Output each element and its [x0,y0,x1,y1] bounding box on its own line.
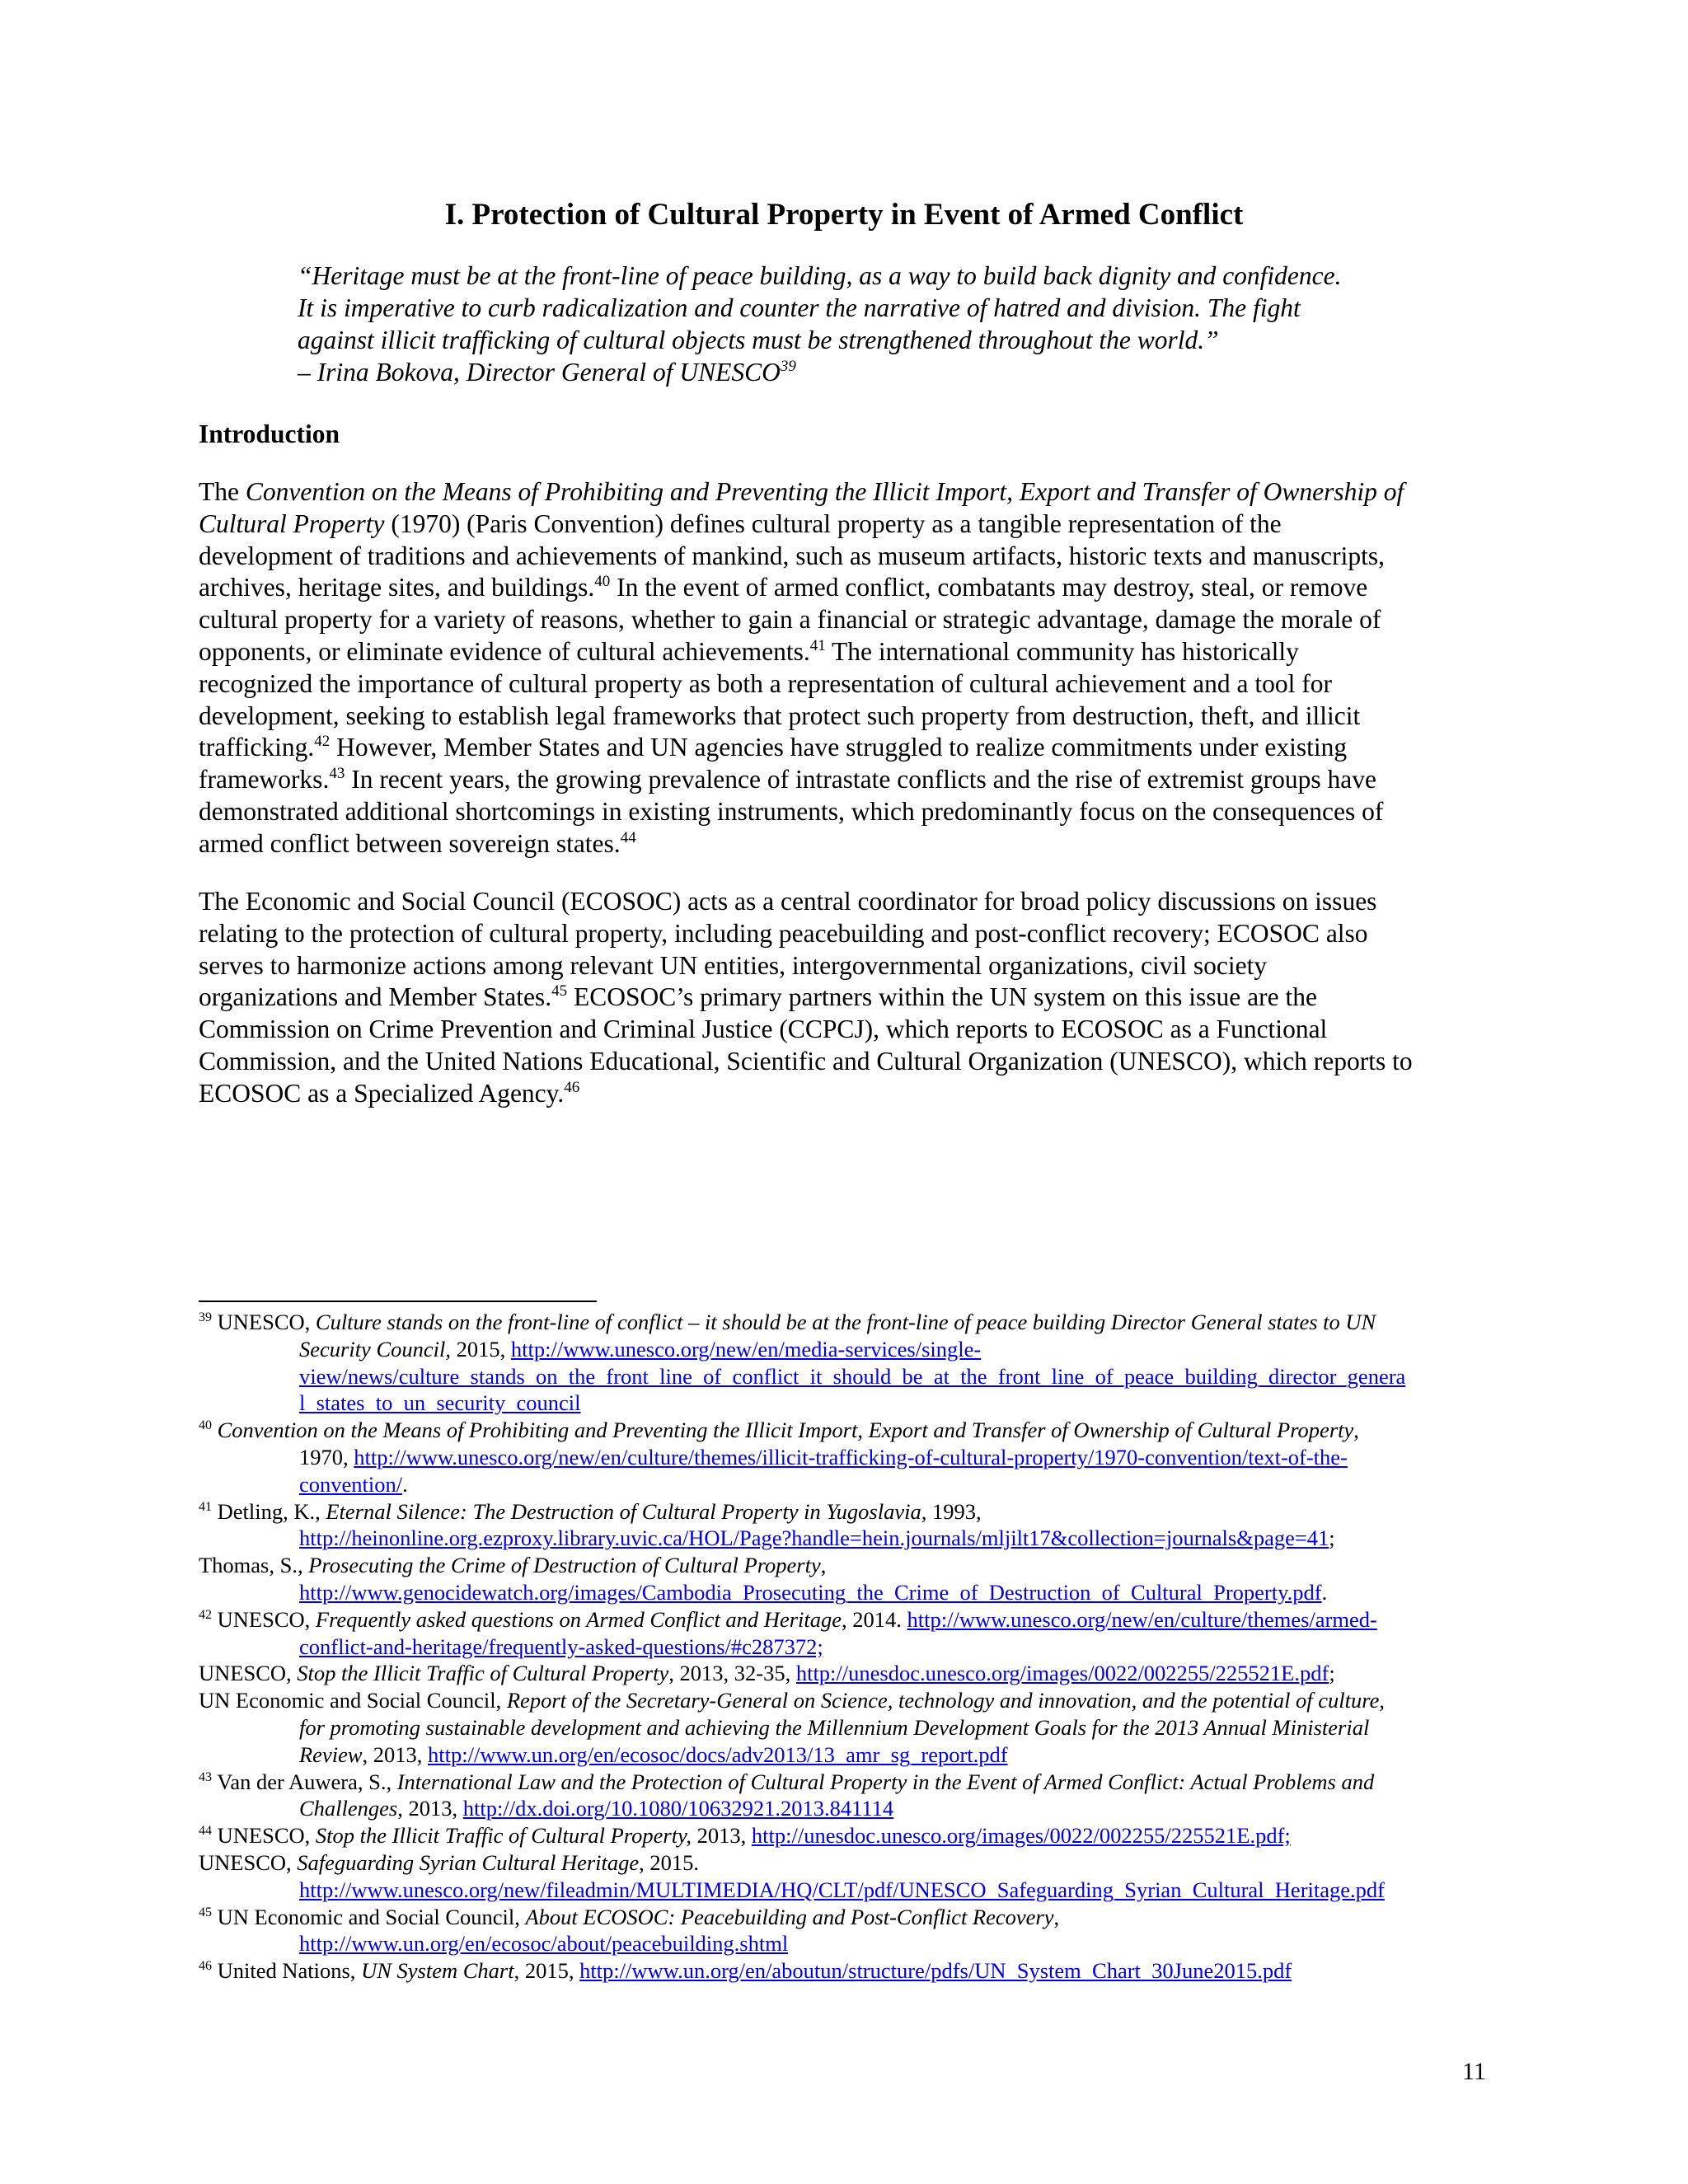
footnote-42: $^{42}$ UNESCO, Frequently asked questions on Armed Conflict and Heritage, 2014. http://www.unesco.org/new/en/culture/themes/armed- [199,1606,1377,1632]
footnote-link[interactable]: http://www.genocidewatch.org/images/Cambodia_Prosecuting_the_Crime_of_Destruction_of_Cultural_Property.pdf [299,1579,1322,1605]
epigraph [298,260,1451,388]
footnote-link[interactable]: http://unesdoc.unesco.org/images/0022/002255/225521E.pdf; [751,1823,1291,1849]
footnote-ref[interactable]: 41 [809,636,826,654]
footnote-ref[interactable]: 45 [551,982,568,1001]
page-number: 11 [1462,2058,1486,2085]
footnote-ref[interactable]: 40 [594,573,611,591]
footnote-link[interactable]: http://heinonline.org.ezproxy.library.uvic.ca/HOL/Page?handle=hein.journals/mljilt17&collection=journals&page=41 [299,1526,1329,1551]
footnote-ref[interactable]: 44 [620,828,636,846]
paragraph-1: The Convention on the Means of Prohibiting and Preventing the Illicit Import, Export and Transfer of Ownership of Cultural Property (1970) (Paris Convention) defines cultural property as a tangible representation of the development of traditions and achievements of mankind, such as museum artifacts, historic texts and manuscripts, archives, heritage sites, and buildings.$^{40}$ In the event of armed conflict, combatants may destroy, steal, or remove cultural property for a variety of reasons, whether to gain a financial or strategic advantage, damage the morale of opponents, or eliminate evidence of cultural achievements.$^{41}$ The international community has historically recognized the importance of cultural property as both a representation of cultural achievement and a tool for development, seeking to establish legal frameworks that protect such property from destruction, theft, and illicit trafficking.$^{42}$ However, Member States and UN agencies have struggled to realize commitments under existing frameworks.$^{43}$ In recent years, the growing prevalence of intrastate conflicts and the rise of extremist groups have demonstrated additional shortcomings in existing instruments, which predominantly focus on the consequences of armed conflict between sovereign states.$^{44}$ [199,477,1404,858]
footnote-ref[interactable]: 46 [564,1078,580,1096]
footnote-link[interactable]: conflict-and-heritage/frequently-asked-questions/#c287372; [299,1633,823,1659]
footnote-link[interactable]: http://unesdoc.unesco.org/images/0022/002255/225521E.pdf [795,1661,1329,1686]
footnote-link[interactable]: l_states_to_un_security_council [299,1390,581,1416]
footnote-link[interactable]: http://www.un.org/en/ecosoc/about/peacebuilding.shtml [299,1931,789,1957]
footnote-link[interactable]: http://www.unesco.org/new/en/media-services/single- [510,1336,982,1361]
footnote-44: $^{44}$ UNESCO, Stop the Illicit Traffic of Cultural Property, 2013, http://unesdoc.unesco.org/images/0022/002255/225521E.pdf; [199,1823,1291,1849]
footnote-ref[interactable]: 39 [780,358,796,375]
epigraph-line: against illicit trafficking of cultural objects must be strengthened throughout the world.” [298,326,1219,354]
footnote-41: $^{41}$ Detling, K., Eternal Silence: The Destruction of Cultural Property in Yugoslavia, 1993, [199,1498,982,1524]
footnote-39: $^{39}$ UNESCO, Culture stands on the front-line of conflict – it should be at the front-line of peace building Director General states to UN [199,1310,1376,1334]
footnote-ref[interactable]: 43 [329,765,345,783]
footnote-link[interactable]: view/news/culture_stands_on_the_front_line_of_conflict_it_should_be_at_the_front_line_of_peace_building_director_genera [299,1363,1406,1389]
footnote-link[interactable]: http://www.un.org/en/ecosoc/docs/adv2013/13_amr_sg_report.pdf [428,1741,1008,1767]
paragraph-2: The Economic and Social Council (ECOSOC) acts as a central coordinator for broad policy discussions on issues relating to the protection of cultural property, including peacebuilding and post-conflict recovery; ECOSOC also serves to harmonize actions among relevant UN entities, intergovernmental organizations, civil society organizations and Member States.$^{45}$ ECOSOC’s primary partners within the UN system on this issue are the Commission on Crime Prevention and Criminal Justice (CCPCJ), which reports to ECOSOC as a Functional Commission, and the United Nations Educational, Scientific and Cultural Organization (UNESCO), which reports to ECOSOC as a Specialized Agency.$^{46}$ [199,887,1413,1108]
footnote-link[interactable]: http://www.unesco.org/new/fileadmin/MULTIMEDIA/HQ/CLT/pdf/UNESCO_Safeguarding_Syrian_Cultural_Heritage.pdf [299,1877,1385,1902]
footnote-40: $^{40}$ Convention on the Means of Prohibiting and Preventing the Illicit Import, Export and Transfer of Ownership of Cultural Property, [199,1418,1359,1443]
footnote-divider [199,1301,597,1302]
epigraph-line: It is imperative to curb radicalization and counter the narrative of hatred and division. The fight [298,293,1301,322]
epigraph-line: “Heritage must be at the front-line of peace building, as a way to build back dignity and confidence. [298,261,1342,290]
footnote-link[interactable]: http://www.unesco.org/new/en/culture/themes/armed- [907,1606,1377,1632]
footnote-45: $^{45}$ UN Economic and Social Council, About ECOSOC: Peacebuilding and Post-Conflict Recovery, [199,1904,1060,1929]
footnotes: $^{39}$ UNESCO, Culture stands on the front-line of conflict – it should be at the front-line of peace building Director General states to UN Security Council, 2015, http://www.unesco.org/new/en/media-services/single- view/news/culture_stands_on_the_front_line_of_conflict_it_should_be_at_the_front_line_of_peace_building_director_genera l_states_to_un_security_council $^{40}$ Convention on the Means of Prohibiting and Preventing the Illicit Import, Export and Transfer of Ownership of Cultural Property, 1970, http://www.unesco.org/new/en/culture/themes/illicit-trafficking-of-cultural-property/1970-convention/text-of-the- convention/. $^{41}$ Detling, K., Eternal Silence: The Destruction of Cultural Property in Yugoslavia, 1993, http://heinonline.org.ezproxy.library.uvic.ca/HOL/Page?handle=hein.journals/mljilt17&collection=journals&page=41; Thomas, S., Prosecuting the Crime of Destruction of Cultural Property, http://www.genocidewatch.org/images/Cambodia_Prosecuting_the_Crime_of_Destruction_of_Cultural_Property.pdf. $^{42}$ UNESCO, Frequently asked questions on Armed Conflict and Heritage, 2014. http://www.unesco.org/new/en/culture/themes/armed- conflict-and-heritage/frequently-asked-questions/#c287372; UNESCO, Stop the Illicit Traffic of Cultural Property, 2013, 32-35, http://unesdoc.unesco.org/images/0022/002255/225521E.pdf; UN Economic and Social Council, Report of the Secretary-General on Science, technology and innovation, and the potential of culture, for promoting sustainable development and achieving the Millennium Development Goals for the 2013 Annual Ministerial Review, 2013, http://www.un.org/en/ecosoc/docs/adv2013/13_amr_sg_report.pdf $^{43}$ Van der Auwera, S., International Law and the Protection of Cultural Property in the Event of Armed Conflict: Actual Problems and Challenges, 2013, http://dx.doi.org/10.1080/10632921.2013.841114 $^{44}$ UNESCO, Stop the Illicit Traffic of Cultural Property, 2013, http://unesdoc.unesco.org/images/0022/002255/225521E.pdf; UNESCO, Safeguarding Syrian Cultural Heritage, 2015. http://www.unesco.org/new/fileadmin/MULTIMEDIA/HQ/CLT/pdf/UNESCO_Safeguarding_Syrian_Cultural_Heritage.pdf $^{45}$ UN Economic and Social Council, About ECOSOC: Peacebuilding and Post-Conflict Recovery, http://www.un.org/en/ecosoc/about/peacebuilding.shtml $^{46}$ United Nations, UN System Chart, 2015, http://www.un.org/en/aboutun/structure/pdfs/UN_System_Chart_30June2015.pdf [199,1309,1501,1985]
footnote-link[interactable]: http://www.un.org/en/aboutun/structure/pdfs/UN_System_Chart_30June2015.pdf [579,1958,1292,1984]
footnote-link[interactable]: http://dx.doi.org/10.1080/10632921.2013.841114 [462,1796,894,1821]
footnote-ref[interactable]: 42 [314,733,331,751]
footnote-46: $^{46}$ United Nations, UN System Chart, 2015, http://www.un.org/en/aboutun/structure/pdfs/UN_System_Chart_30June2015.pdf [199,1958,1292,1984]
footnote-43: $^{43}$ Van der Auwera, S., International Law and the Protection of Cultural Property in the Event of Armed Conflict: Actual Problems and [199,1769,1375,1794]
introduction-heading: Introduction [199,419,340,448]
section-title: I. Protection of Cultural Property in Event of Armed Conflict [444,198,1244,232]
footnote-link[interactable]: http://www.unesco.org/new/en/culture/themes/illicit-trafficking-of-cultural-property/1970-convention/text-of-the- [354,1444,1348,1469]
epigraph-attribution: – Irina Bokova, Director General of UNESCO$^{39}$ [298,358,796,387]
footnote-link[interactable]: convention/ [299,1471,403,1497]
